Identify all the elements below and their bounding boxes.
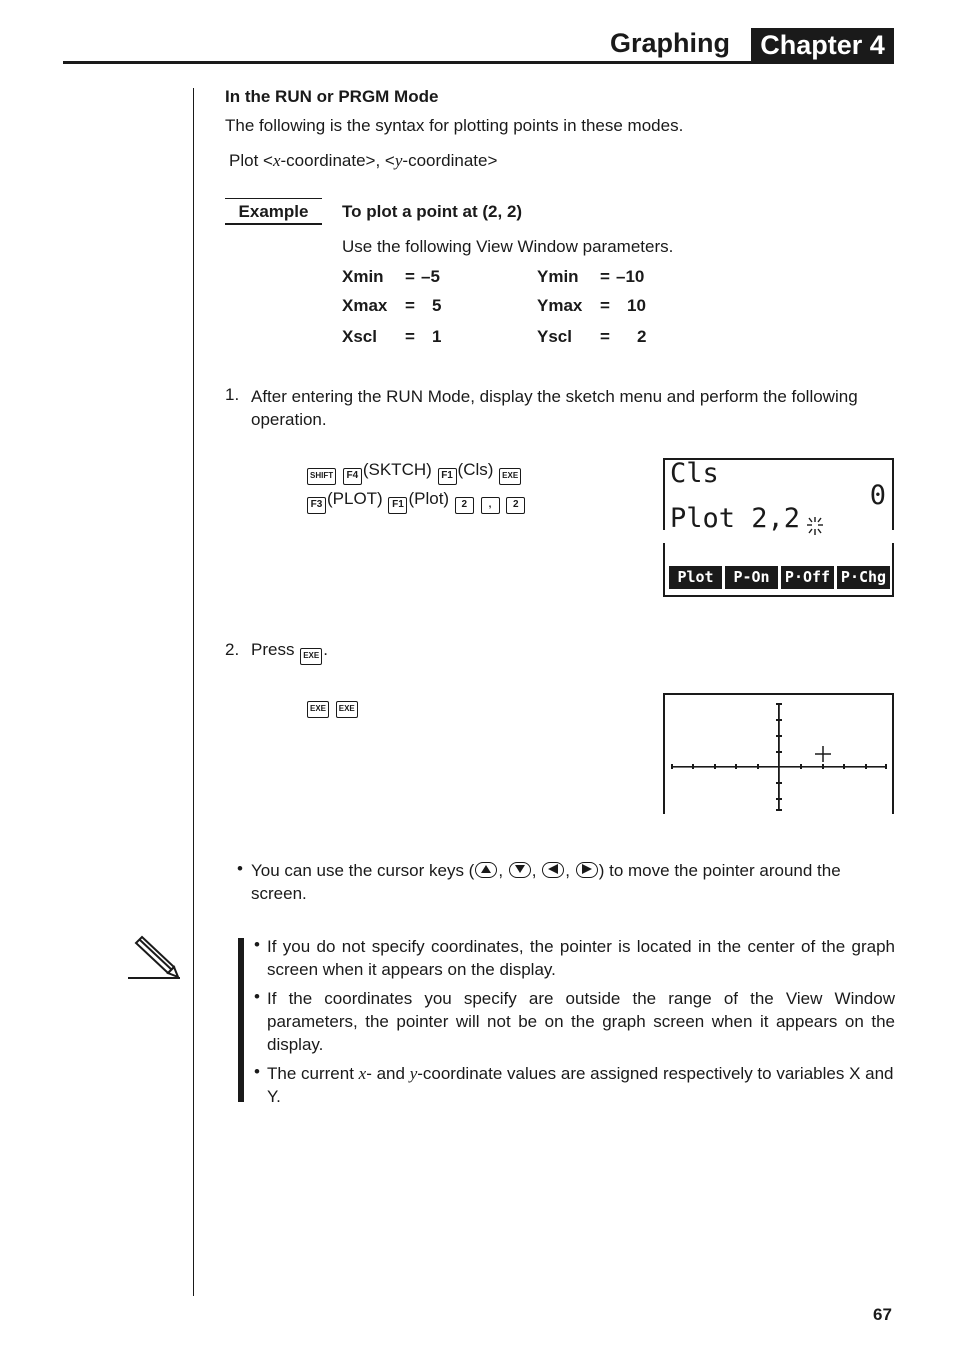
param-value: 2: [637, 327, 647, 346]
step1-keys-line1: [306, 460, 522, 485]
param-eq: =: [600, 267, 610, 286]
sep: ,: [498, 861, 504, 880]
step2-keys: [306, 693, 359, 718]
exe-key: EXE: [499, 468, 521, 485]
chapter-label: Chapter 4: [751, 28, 894, 62]
note-3-b: - and: [366, 1064, 410, 1083]
calc-screen-menu: [663, 543, 894, 597]
note-bar: [238, 938, 244, 1102]
sep: ,: [531, 861, 537, 880]
param-eq: =: [600, 296, 610, 315]
note-3-x: x: [358, 1064, 367, 1083]
note-3-y: y: [409, 1064, 418, 1083]
param-value: 10: [627, 296, 646, 315]
sketch-menu-bar: [669, 566, 890, 589]
digit-2-key: 2: [455, 497, 474, 514]
note-2: If the coordinates you specify are outside the range of the View Window parameters, the pointer will not be on the graph screen when it appears on the display.: [267, 989, 895, 1054]
param-value: 5: [432, 296, 442, 315]
key-caption: (SKTCH): [362, 460, 432, 479]
bullet: •: [254, 987, 260, 1006]
shift-key: SHIFT: [307, 468, 336, 485]
digit-2-key: 2: [506, 497, 525, 514]
param-name: Xmax: [342, 296, 388, 315]
menu-p-chg: P·Chg: [837, 566, 890, 589]
step2-period: .: [323, 640, 328, 659]
note-1: If you do not specify coordinates, the pointer is located in the center of the graph screen when it appears on the display.: [267, 937, 895, 979]
syntax-mid: -coordinate>, <: [280, 151, 395, 170]
example-intro: Use the following View Window parameters.: [342, 237, 674, 256]
intro-text: The following is the syntax for plotting points in these modes.: [225, 116, 684, 135]
calc-graph-screen: [663, 693, 894, 814]
param-value: –5: [421, 267, 440, 286]
exe-key: EXE: [300, 648, 322, 665]
bullet: •: [254, 1062, 260, 1081]
header-rule: [63, 61, 894, 64]
f1-key: F1: [388, 497, 407, 514]
step1-text: After entering the RUN Mode, display the sketch menu and perform the following operation.: [251, 387, 858, 429]
step2-label: Press: [251, 640, 295, 659]
step1-number: 1.: [225, 385, 240, 404]
cursor-note-after: ) to move the pointer around the screen.: [251, 861, 841, 903]
key-caption: (Cls): [457, 460, 494, 479]
param-eq: =: [405, 296, 415, 315]
step1-keys-line2: [306, 489, 526, 514]
syntax-x: x: [272, 151, 281, 170]
example-rule-bottom: [225, 223, 322, 225]
f4-key: F4: [343, 468, 362, 485]
exe-key: EXE: [336, 701, 358, 718]
plot-cursor-icon: [815, 746, 831, 762]
cursor-left-icon: [542, 862, 564, 878]
note-3: [267, 1062, 895, 1108]
menu-p-off: P·Off: [781, 566, 834, 589]
calc-screen-text: [663, 458, 894, 534]
f1-key: F1: [438, 468, 457, 485]
param-value: –10: [616, 267, 645, 286]
example-label: Example: [238, 202, 309, 221]
param-name: Xscl: [342, 327, 377, 346]
screen-line-cls: Cls: [670, 458, 719, 489]
param-eq: =: [600, 327, 610, 346]
pencil-icon: [128, 935, 182, 981]
param-name: Ymin: [537, 267, 579, 286]
key-caption: (Plot): [408, 489, 450, 508]
syntax-end: -coordinate>: [402, 151, 498, 170]
cursor-note-before: You can use the cursor keys (: [251, 861, 475, 880]
screen-result: 0: [869, 480, 886, 511]
syntax-line: [229, 151, 497, 171]
bullet: •: [254, 935, 260, 954]
page-number: 67: [873, 1305, 892, 1324]
param-value: 1: [432, 327, 442, 346]
margin-rule: [193, 88, 194, 1296]
bullet: •: [237, 859, 243, 878]
sep: ,: [565, 861, 570, 880]
param-name: Xmin: [342, 267, 384, 286]
comma-key: ,: [481, 497, 500, 514]
menu-p-on: P-On: [725, 566, 778, 589]
exe-key: EXE: [307, 701, 329, 718]
syntax-y: y: [394, 151, 403, 170]
menu-plot: Plot: [669, 566, 722, 589]
param-name: Ymax: [537, 296, 583, 315]
cursor-down-icon: [509, 862, 531, 878]
param-eq: =: [405, 267, 415, 286]
note-3-a: The current: [267, 1064, 359, 1083]
cursor-note: [251, 859, 895, 905]
syntax-cmd: Plot <: [229, 151, 273, 170]
param-eq: =: [405, 327, 415, 346]
screen-line-plot: Plot 2,2: [670, 503, 801, 534]
step2-number: 2.: [225, 640, 240, 659]
param-name: Yscl: [537, 327, 572, 346]
pointer-icon: [806, 515, 824, 537]
cursor-up-icon: [475, 862, 497, 878]
f3-key: F3: [307, 497, 326, 514]
section-title: Graphing: [610, 28, 730, 58]
example-rule-top: [225, 198, 322, 199]
step2-text: [251, 640, 328, 665]
example-title: To plot a point at (2, 2): [342, 202, 523, 221]
mode-heading: In the RUN or PRGM Mode: [225, 87, 439, 106]
key-caption: (PLOT): [327, 489, 383, 508]
cursor-right-icon: [576, 862, 598, 878]
graph-axes: [665, 695, 892, 814]
note-3-c: -coordinate values are assigned respectively to variables X and Y.: [267, 1064, 894, 1106]
